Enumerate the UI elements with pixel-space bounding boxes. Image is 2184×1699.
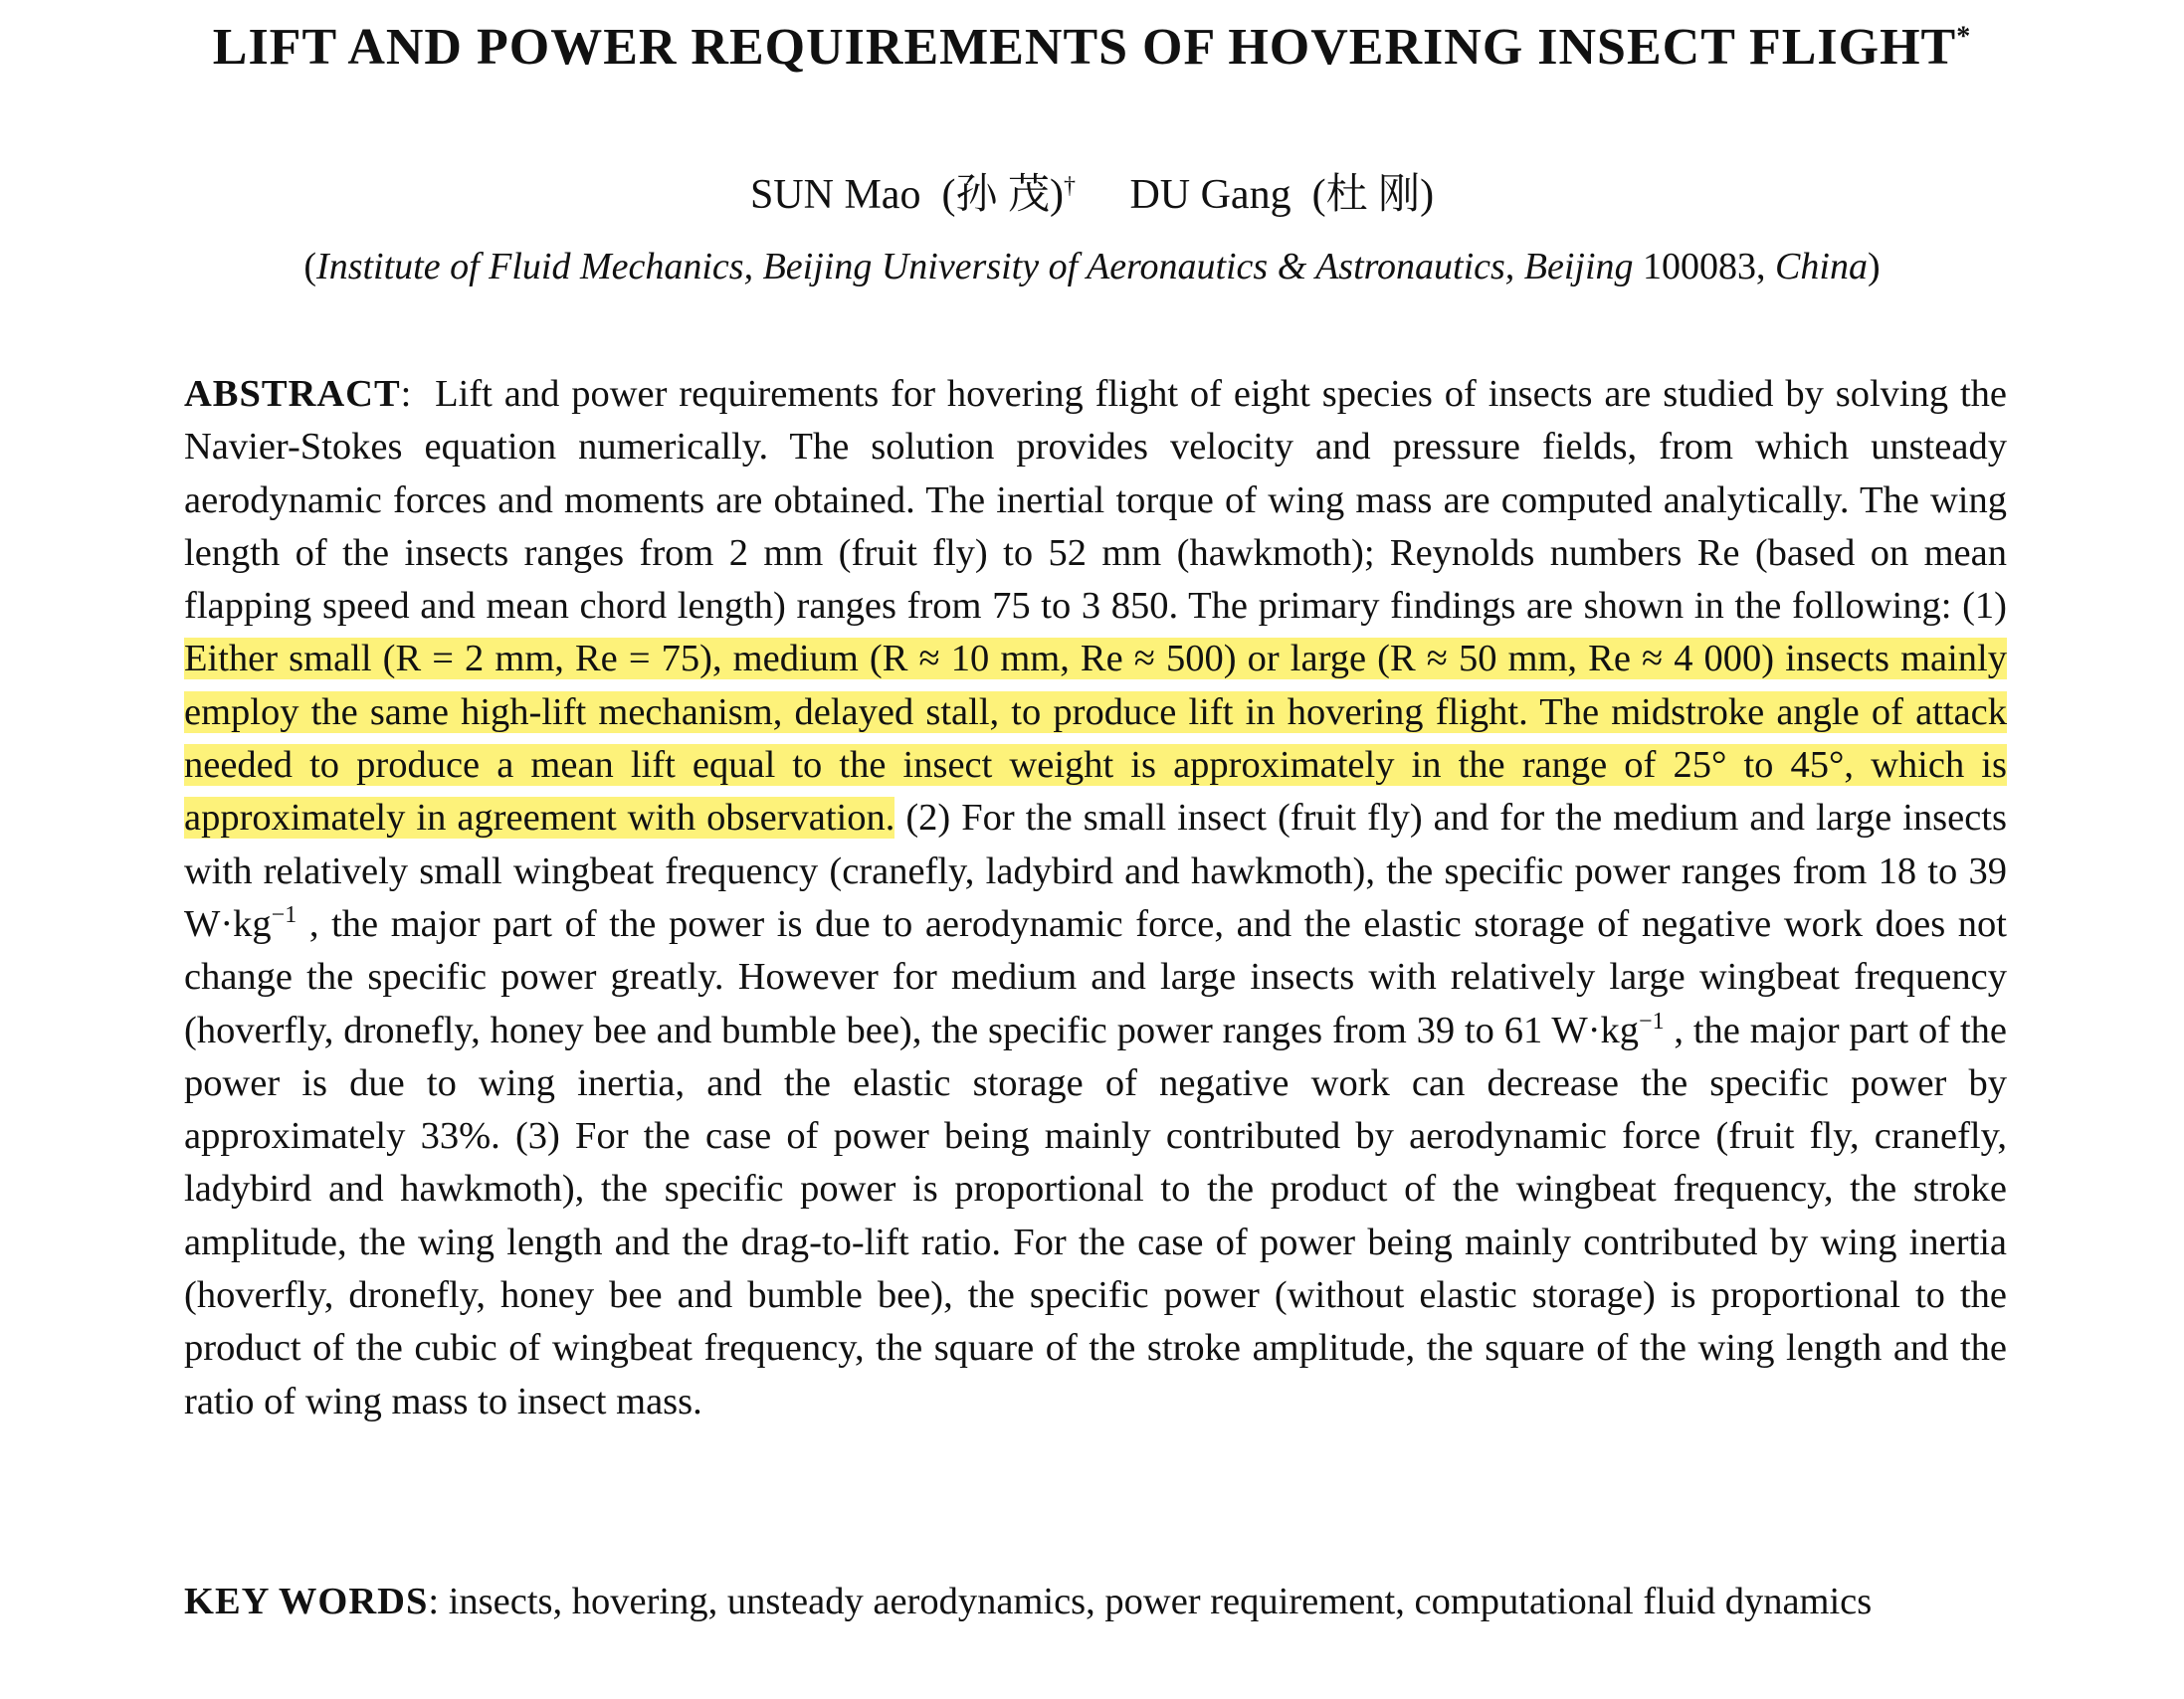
author-1-footnote-mark: † [1063,173,1076,199]
affiliation-postcode: 100083 [1643,246,1757,287]
title-text: LIFT AND POWER REQUIREMENTS OF HOVERING INSECT FLIGHT [212,19,1957,76]
author-2-chinese-name: (杜 刚) [1311,172,1435,218]
abstract-paragraph: ABSTRACT: Lift and power requirements for hovering flight of eight species of insects are studied by solving the Navier-Stokes equation numerically. The solution provides velocity and pressure fields, from which unsteady aerodynamic forces and moments are obtained. The inertial torque of wing mass are computed analytically. The wing length of the insects ranges from 2 mm (fruit fly) to 52 mm (hawkmoth); Reynolds numbers Re (based on mean flapping speed and mean chord length) ranges from 75 to 3 850. The primary findings are shown in the following: (1) Either small (R = 2 mm, Re = 75), medium (R ≈ 10 mm, Re ≈ 500) or large (R ≈ 50 mm, Re ≈ 4 000) insects mainly employ the same high-lift mechanism, delayed stall, to produce lift in hovering flight. The midstroke angle of attack needed to produce a mean lift equal to the insect weight is approximately in the range of 25° to 45°, which is approximately in agreement with observation. (2) For the small insect (fruit fly) and for the medium and large insects with relatively small wingbeat frequency (cranefly, ladybird and hawkmoth), the specific power ranges from 18 to 39 $W\cdot kg^{-1}$ , the major part of the power is due to aerodynamic force, and the elastic storage of negative work does not change the specific power greatly. However for medium and large insects with relatively large wingbeat frequency (hoverfly, dronefly, honey bee and bumble bee), the specific power ranges from 39 to 61 $W\cdot kg^{-1}$ , the major part of the power is due to wing inertia, and the elastic storage of negative work can decrease the specific power by approximately 33%. (3) For the case of power being mainly contributed by aerodynamic force (fruit fly, cranefly, ladybird and hawkmoth), the specific power is proportional to the product of the wingbeat frequency, the stroke amplitude, the wing length and the drag-to-lift ratio. For the case of power being mainly contributed by wing inertia (hoverfly, dronefly, honey bee and bumble bee), the specific power (without elastic storage) is proportional to the product of the cubic of wingbeat frequency, the square of the stroke amplitude, the square of the wing length and the ratio of wing mass to insect mass. [184,373,2007,1422]
paper-title [0,18,2184,77]
author-2-name: DU Gang [1129,172,1291,218]
keywords-text: insects, hovering, unsteady aerodynamics, power requirement, computational fluid dynamics [448,1581,1873,1622]
author-1-name: SUN Mao [749,172,921,218]
author-1 [750,161,1076,221]
abstract-unit-exponent-2: −1 [1639,1008,1665,1035]
affiliation-institution: Institute of Fluid Mechanics, Beijing University of Aeronautics & Astronautics, Beijing [316,246,1634,287]
abstract-text-part2a: (2) For the small insect (fruit fly) and for the medium and large insects with relatively small wingbeat frequency (cranefly, ladybird and hawkmoth), the specific power ranges from 18 to 39 W·kg [184,797,2007,945]
abstract-text-part2c: , the major part of the power is due to wing inertia, and the elastic storage of negative work can decrease the specific power by approximately 33%. (3) For the case of power being mainly contributed by aerodynamic force (fruit fly, cranefly, ladybird and hawkmoth), the specific power is proportional to the product of the wingbeat frequency, the stroke amplitude, the wing length and the drag-to-lift ratio. For the case of power being mainly contributed by wing inertia (hoverfly, dronefly, honey bee and bumble bee), the specific power (without elastic storage) is proportional to the product of the cubic of wingbeat frequency, the square of the stroke amplitude, the square of the wing length and the ratio of wing mass to insect mass. [184,1009,2007,1422]
abstract-text-part1: Lift and power requirements for hovering flight of eight species of insects are studied by solving the Navier-Stokes equation numerically. The solution provides velocity and pressure fields, from which unsteady aerodynamic forces and moments are obtained. The inertial torque of wing mass are computed analytically. The wing length of the insects ranges from 2 mm (fruit fly) to 52 mm (hawkmoth); Reynolds numbers Re (based on mean flapping speed and mean chord length) ranges from 75 to 3 850. The primary findings are shown in the following: (1) [184,373,2007,628]
keywords-paragraph: KEY WORDS: insects, hovering, unsteady aerodynamics, power requirement, computational fluid dynamics [184,1581,1873,1622]
author-1-chinese-name: (孙 茂) [941,172,1064,218]
author-2 [1129,161,1434,221]
keywords-heading: KEY WORDS [184,1581,429,1622]
affiliation: (Institute of Fluid Mechanics, Beijing University of Aeronautics & Astronautics, Beijing 100083, China) [303,246,1881,287]
affiliation-country: China [1775,246,1868,287]
abstract-text-part2b: , the major part of the power is due to aerodynamic force, and the elastic storage of negative work does not change the specific power greatly. However for medium and large insects with relatively large wingbeat frequency (hoverfly, dronefly, honey bee and bumble bee), the specific power ranges from 39 to 61 W·kg [184,902,2007,1051]
author-line [0,161,2184,221]
title-footnote-mark: * [1956,21,1972,53]
abstract-heading: ABSTRACT [184,373,401,415]
abstract-unit-exponent-1: −1 [271,902,298,929]
abstract-highlighted-text: Either small (R = 2 mm, Re = 75), medium (R ≈ 10 mm, Re ≈ 500) or large (R ≈ 50 mm, Re ≈ 4 000) insects mainly employ the same high-lift mechanism, delayed stall, to produce lift in hovering flight. The midstroke angle of attack needed to produce a mean lift equal to the insect weight is approximately in the range of 25° to 45°, which is approximately in agreement with observation. [184,638,2007,840]
